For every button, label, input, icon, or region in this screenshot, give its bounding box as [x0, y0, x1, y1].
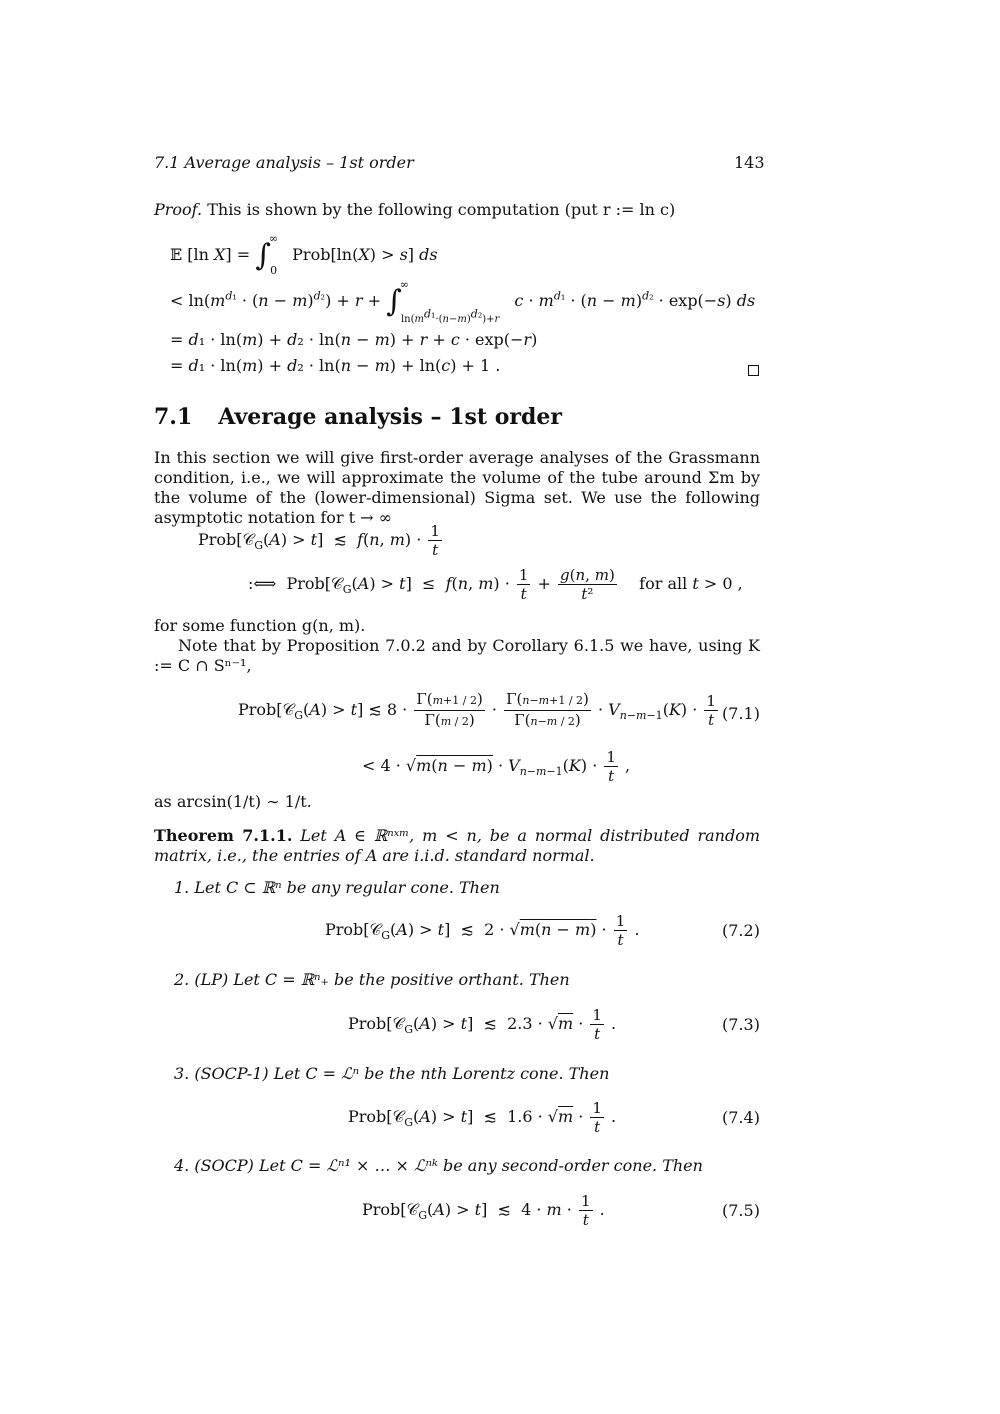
eq73-number: (7.3) [722, 1015, 760, 1034]
page-number: 143 [734, 153, 765, 172]
proof-line-2: < $\ln(m^{d_1} \cdot (n - m)^{d_2}) + r + \int^\infty_{ln(m^{d_1}\cdot(n-m)^{d_2})+r}$ $c \cdot m^{d_1} \cdot (n - m)^{d_2} \cdot \exp(-s)$ ds [170, 278, 756, 325]
proof-label: Proof. [154, 200, 203, 219]
proof-line-4: = d₁ · ln(m) + d₂ · ln(n − m) + ln(c) + 1 . [170, 356, 501, 375]
theorem-statement [154, 826, 760, 866]
proof-line-3: = d₁ · ln(m) + d₂ · ln(n − m) + r + c · exp(−r) [170, 330, 538, 349]
theorem-item-4-lead: 4. (SOCP) Let C = ℒⁿ¹ × … × ℒⁿᵏ be any second-order cone. Then [174, 1156, 703, 1175]
theorem-item-2-lead: 2. (LP) Let C = ℝⁿ₊ be the positive orthant. Then [174, 970, 570, 989]
theorem-label: Theorem 7.1.1. [154, 826, 293, 845]
theorem-text: Let A ∈ ℝⁿˣᵐ, m < n, be a normal distributed random matrix, i.e., the entries of A are i.i.d. standard normal. [154, 826, 761, 865]
theorem-item-2-eq: Prob[𝒞$_G$(A) > t] ≲ 2.3 · √m · $\frac{1}{t}$ . [348, 1006, 617, 1043]
after-def-text: for some function g(n, m). [154, 616, 366, 635]
def-eq-line-2: :⟺ Prob[𝒞$_G$(A) > t] ≤ f(n, m) · $\frac{1}{t}$ + $\frac{g(n, m)}{\text{t²}}$ for all t > 0 , [248, 566, 743, 603]
qed-box [748, 361, 759, 380]
intro-paragraph: In this section we will give first-order average analyses of the Grassmann condition, i.e., we will approximate the volume of the tube around Σm by the volume of the (lower-dimensional) Sigma set. We use the following asymptotic notation for t → ∞ [154, 448, 760, 527]
theorem-item-4-eq: Prob[𝒞$_G$(A) > t] ≲ 4 · m · $\frac{1}{t}$ . [362, 1192, 605, 1229]
theorem-item-3-lead: 3. (SOCP-1) Let C = ℒⁿ be the nth Lorentz cone. Then [174, 1064, 610, 1083]
as-text: as arcsin(1/t) ∼ 1/t. [154, 792, 312, 811]
section-title: Average analysis – 1st order [218, 404, 562, 430]
section-heading [154, 404, 562, 430]
eq71-number: (7.1) [722, 704, 760, 723]
eq75-number: (7.5) [722, 1201, 760, 1220]
theorem-item-1-eq: Prob[𝒞$_G$(A) > t] ≲ 2 · √m(n − m) · $\frac{1}{t}$ . [325, 912, 640, 949]
section-number: 7.1 [154, 404, 193, 430]
theorem-item-1-lead: 1. Let C ⊂ ℝⁿ be any regular cone. Then [174, 878, 500, 897]
eq72-number: (7.2) [722, 921, 760, 940]
eq74-number: (7.4) [722, 1108, 760, 1127]
proof-text: This is shown by the following computation (put r := ln c) [202, 200, 676, 219]
proof-line-1: 𝔼 [ln $X] = \int^\infty_0$ Prob[ln(X) > s] ds [170, 232, 438, 277]
theorem-item-3-eq: Prob[𝒞$_G$(A) > t] ≲ 1.6 · √m · $\frac{1}{t}$ . [348, 1099, 617, 1136]
eq71-line-2: < $4 \cdot √m(n - m) \cdot V_{n-m-1}(K)$ · $\frac{1}{t}$ , [362, 748, 631, 785]
running-title: 7.1 Average analysis – 1st order [154, 153, 414, 172]
note-paragraph: Note that by Proposition 7.0.2 and by Corollary 6.1.5 we have, using K := C ∩ Sⁿ⁻¹, [154, 636, 760, 675]
proof-intro [154, 200, 675, 220]
eq71-line-1: Prob[𝒞$_G$(A) > t] ≲ 8 · $\frac{\Gamma(m+1 / 2)}{\Gamma(m / 2)}$ · $\frac{\Gamma(n-m+1 / 2)}{\Gamma(n-m / 2)}$ · $V_{n-m-1}(K)$ · $\frac{1}{t}$ [238, 690, 716, 729]
def-eq-line-1: Prob[𝒞$_G$(A) > t] ≲ f(n, m) · $\frac{1}{t}$ [198, 522, 440, 559]
